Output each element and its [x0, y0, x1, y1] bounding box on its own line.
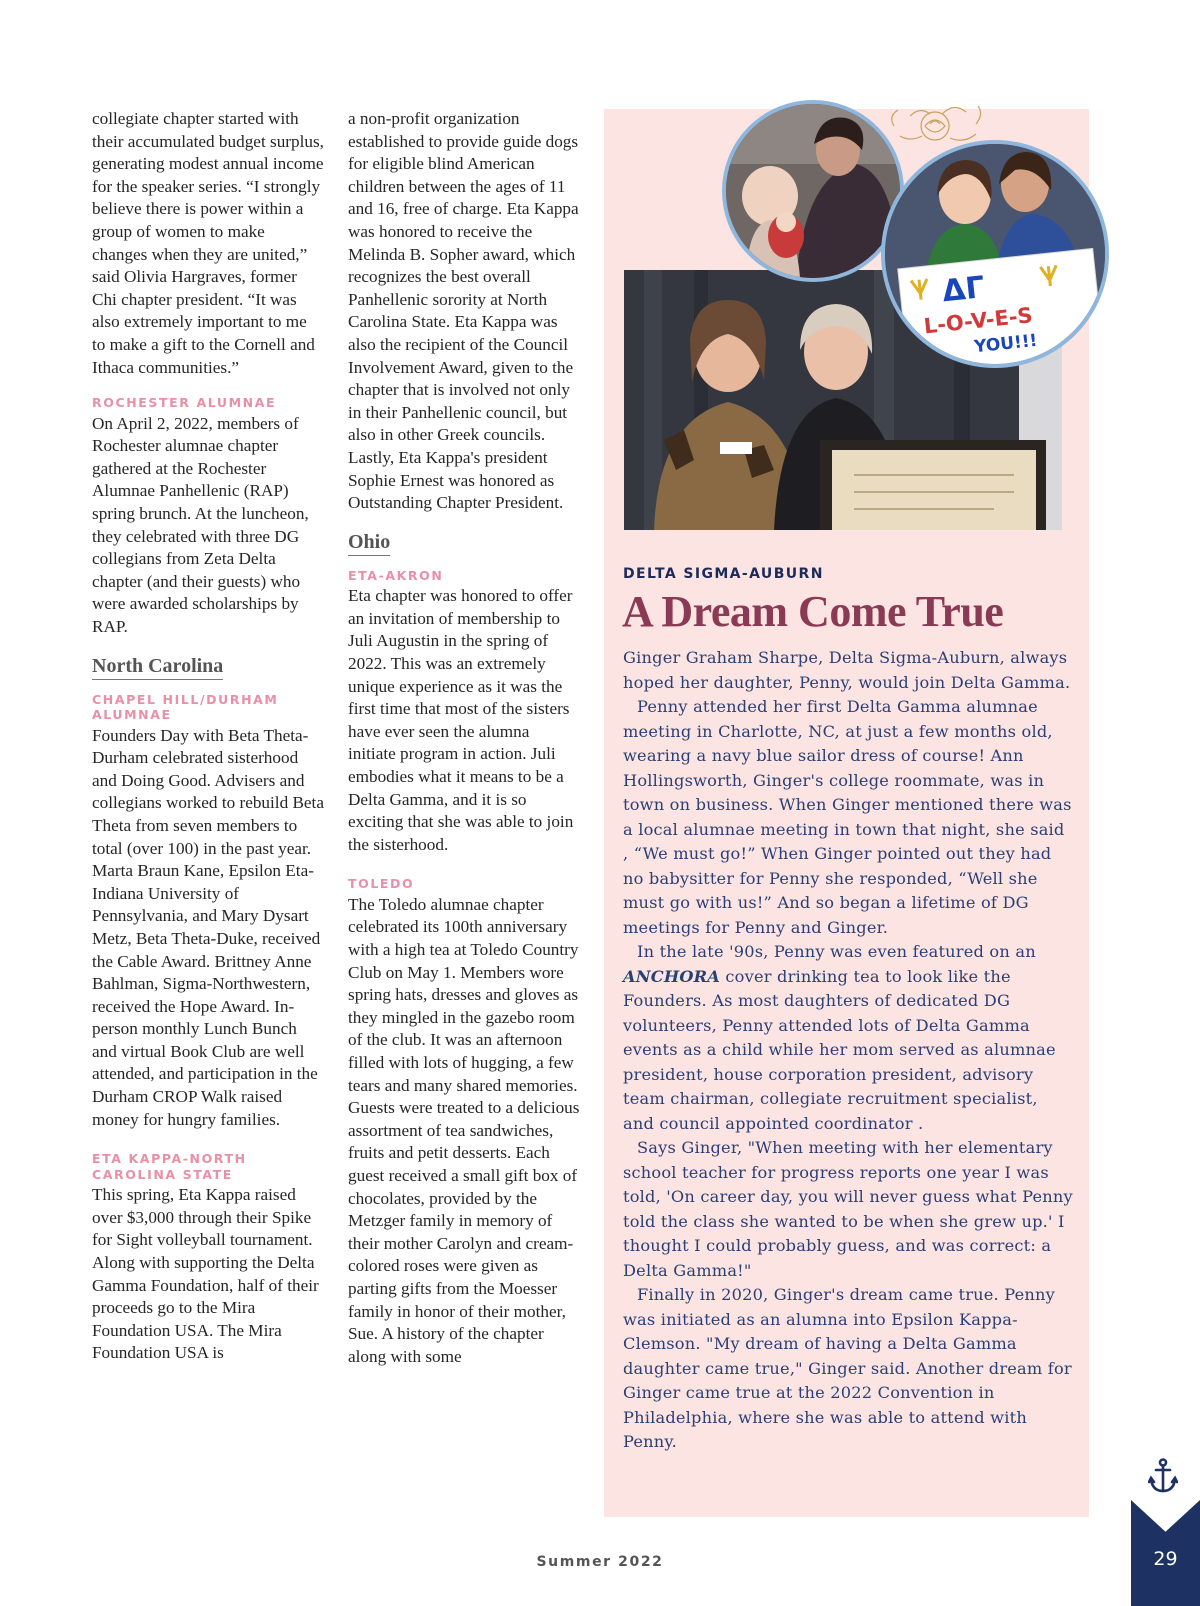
toledo-label: TOLEDO — [348, 876, 415, 892]
feature-paragraph-4: Says Ginger, "When meeting with her elementary school teacher for progress reports one year I was told, 'On career day, you will never guess what Penny told the class she wanted to be when she grew up.' I thought I could probably guess, and was correct: a Delta Gamma!" — [623, 1138, 1073, 1280]
photo-girls-with-sign — [881, 140, 1109, 368]
sign-you-text: YOU!!! — [973, 330, 1039, 358]
feature-paragraph-3-end: cover drinking tea to look like the Founders. As most daughters of dedicated DG volunteers, Penny attended lots of Delta Gamma events as a child while her mom served as alumnae president, house corporation president, advisory team chairman, collegiate recruitment specialist, and council appointed coordinator . — [623, 966, 1056, 1133]
toledo-paragraph: The Toledo alumnae chapter celebrated its 100th anniversary with a high tea at Toledo Country Club on May 1. Members wore spring hats, dresses and gloves as they mingled in the gazebo room of the club. It was an afternoon filled with lots of hugging, a few tears and many shared memories. Guests were treated to a delicious assortment of tea sandwiches, fruits and petit desserts. Each guest received a small gift box of chocolates, provided by the Metzger family in memory of their mother Carolyn and cream-colored roses were given as parting gifts from the Moesser family in honor of their mother, Sue. A history of the chapter along with some — [348, 894, 580, 1366]
feature-paragraph-3 — [623, 940, 1073, 1136]
eta-kappa-label: ETA KAPPA-NORTH CAROLINA STATE — [92, 1151, 247, 1182]
feature-paragraph-1: Ginger Graham Sharpe, Delta Sigma-Auburn, always hoped her daughter, Penny, would join Delta Gamma. — [623, 648, 1071, 692]
article-column-2 — [348, 108, 580, 1368]
page-number: 29 — [1153, 1548, 1178, 1570]
article-column-1 — [92, 108, 324, 1365]
north-carolina-heading: North Carolina — [92, 653, 223, 680]
chapel-hill-durham-label: CHAPEL HILL/DURHAM ALUMNAE — [92, 691, 279, 723]
feature-kicker: DELTA SIGMA-AUBURN — [623, 566, 824, 582]
eta-kappa-paragraph: This spring, Eta Kappa raised over $3,000 through their Spike for Sight volleyball tournament. Along with supporting the Delta Gamma Foundation, half of their proceeds go to the Mira Foundation USA. The Mira Foundation USA is — [92, 1185, 319, 1363]
feature-headline: A Dream Come True — [622, 587, 1004, 636]
photo-illustration — [885, 144, 1105, 364]
col2-intro-paragraph: a non-profit organization established to provide guide dogs for eligible blind American children between the ages of 11 and 16, free of charge. Eta Kappa was honored to receive the Melinda B. Sopher award, which recognizes the best overall Panhellenic sorority at North Carolina State. Eta Kappa was also the recipient of the Council Involvement Award, given to the chapter that is involved not only in their Panhellenic council, but also in other Greek councils. Lastly, Eta Kappa's president Sophie Ernest was honored as Outstanding Chapter President. — [348, 109, 579, 513]
feature-paragraph-3-start: In the late '90s, Penny was even featured on an — [637, 942, 1036, 961]
feature-paragraph-5: Finally in 2020, Ginger's dream came true. Penny was initiated as an alumna into Epsilon Kappa-Clemson. "My dream of having a Delta Gamma daughter came true," Ginger said. Another dream for Ginger came true at the 2022 Convention in Philadelphia, where she was able to attend with Penny. — [623, 1285, 1072, 1451]
col1-intro-paragraph: collegiate chapter started with their accumulated budget surplus, generating modest annual income for the speaker series. “I strongly believe there is power within a group of women to make changes when they are united,” said Olivia Hargraves, former Chi chapter president. “It was also extremely important to me to make a gift to the Cornell and Ithaca communities.” — [92, 109, 324, 377]
feature-body — [623, 646, 1073, 1455]
sign-delta-gamma-text: ΔΓ — [940, 270, 987, 310]
ohio-heading: Ohio — [348, 529, 390, 556]
feature-paragraph-2: Penny attended her first Delta Gamma alumnae meeting in Charlotte, NC, at just a few months old, wearing a navy blue sailor dress of course! Ann Hollingsworth, Ginger's college roommate, was in town on business. When Ginger mentioned there was a local alumnae meeting in town that night, she said , “We must go!” When Ginger pointed out they had no babysitter for Penny she responded, “Well she must go with us!” And so began a lifetime of DG meetings for Penny and Ginger. — [623, 697, 1072, 937]
issue-footer: Summer 2022 — [536, 1554, 664, 1570]
anchor-icon — [1148, 1458, 1178, 1494]
rochester-alumnae-paragraph: On April 2, 2022, members of Rochester alumnae chapter gathered at the Rochester Alumnae Panhellenic (RAP) spring brunch. At the luncheon, they celebrated with three DG collegians from Zeta Delta chapter (and their guests) who were awarded scholarships by RAP. — [92, 413, 309, 636]
anchora-title: ANCHORA — [623, 966, 721, 986]
sign-loves-text: L-O-V-E-S — [922, 303, 1034, 339]
eta-akron-paragraph: Eta chapter was honored to offer an invitation of membership to Juli Augustin in the spring of 2022. This was an extremely unique experience as it was the first time that most of the sisters have ever seen the alumna initiate program in action. Juli embodies what it means to be a Delta Gamma, and it is so exciting that she was able to join the sisterhood. — [348, 586, 574, 854]
photo-mother-with-baby — [722, 100, 904, 282]
chapel-hill-durham-paragraph: Founders Day with Beta Theta-Durham celebrated sisterhood and Doing Good. Advisers and collegians worked to rebuild Beta Theta from seven members to total (over 100) in the past year. Marta Braun Kane, Epsilon Eta-Indiana University of Pennsylvania, and Mary Dysart Metz, Beta Theta-Duke, received the Cable Award. Brittney Anne Bahlman, Sigma-Northwestern, received the Hope Award. In-person monthly Lunch Bunch and virtual Book Club are well attended, and participation in the Durham CROP Walk raised money for hungry families. — [92, 725, 324, 1129]
photo-illustration — [726, 104, 900, 278]
eta-akron-label: ETA-AKRON — [348, 567, 444, 583]
rochester-alumnae-label: ROCHESTER ALUMNAE — [92, 395, 277, 411]
